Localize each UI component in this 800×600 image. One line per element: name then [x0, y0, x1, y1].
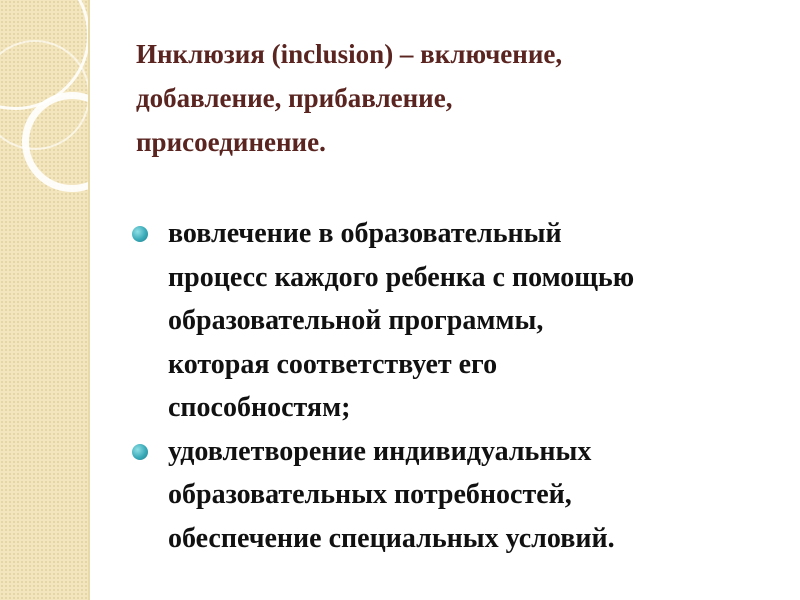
bullet-text-line: вовлечение в образовательный	[168, 218, 562, 249]
bullet-text-line: которая соответствует его	[168, 348, 498, 380]
side-band-edge	[88, 0, 90, 600]
bullet-text-line: образовательных потребностей,	[168, 479, 572, 510]
bullet-text-line: процесс каждого ребенка с помощью	[168, 261, 635, 293]
bullet-item	[132, 212, 772, 430]
title-line: присоединение.	[136, 127, 326, 157]
slide-title	[136, 32, 756, 164]
bullet-text-line: способностям;	[168, 392, 351, 423]
decorative-side-band	[0, 0, 88, 600]
bullet-text-line: обеспечение специальных условий.	[168, 522, 615, 554]
bullet-text-line: образовательной программы,	[168, 305, 544, 336]
teal-circle-bullet-icon	[132, 226, 148, 242]
teal-circle-bullet-icon	[132, 444, 148, 460]
title-line: добавление, прибавление,	[136, 83, 453, 113]
bullet-text-line: удовлетворение индивидуальных	[168, 435, 592, 467]
title-line: Инклюзия (inclusion) – включение,	[136, 39, 563, 69]
bullet-item	[132, 430, 772, 561]
bullet-list	[132, 212, 772, 560]
